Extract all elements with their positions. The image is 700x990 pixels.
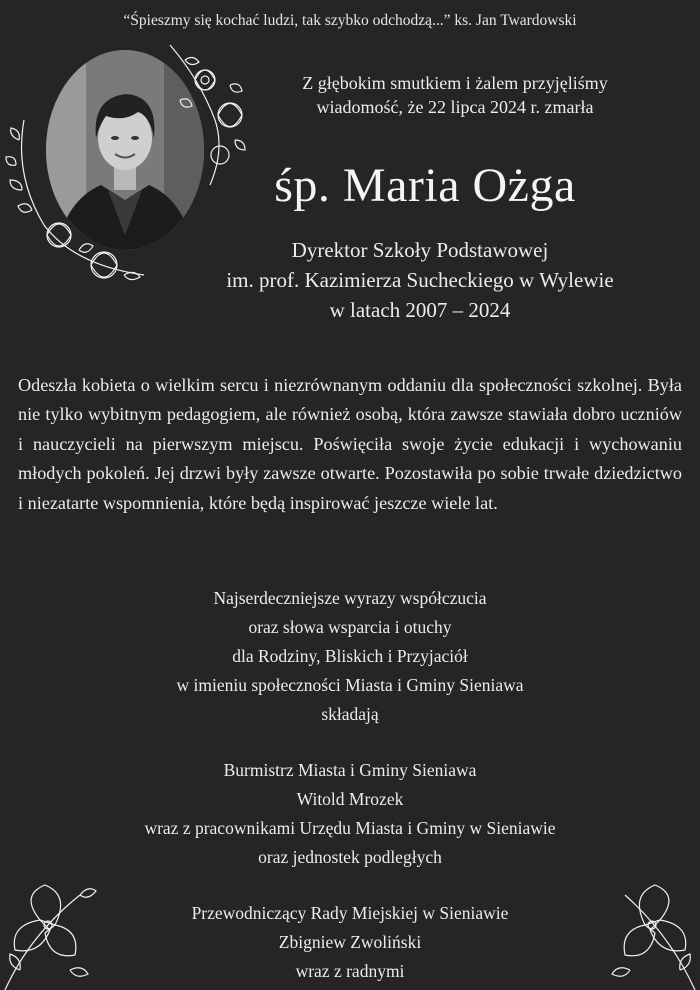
announcement-line: wiadomość, że 22 lipca 2024 r. zmarła [316, 97, 594, 117]
memorial-quote: “Śpieszmy się kochać ludzi, tak szybko odchodzą...” ks. Jan Twardowski [123, 12, 577, 29]
announcement-line: Z głębokim smutkiem i żalem przyjęliśmy [302, 73, 608, 93]
signatory-line: oraz jednostek podległych [258, 847, 442, 867]
role-line: Dyrektor Szkoły Podstawowej [291, 238, 549, 262]
floral-ornament-bottom-left-icon [0, 875, 100, 990]
deceased-role [160, 235, 680, 325]
condolence-line: w imieniu społeczności Miasta i Gminy Sieniawa [176, 675, 524, 695]
signatory-line: wraz z pracownikami Urzędu Miasta i Gminy w Sieniawie [144, 818, 556, 838]
condolence-line: dla Rodziny, Bliskich i Przyjaciół [232, 646, 468, 666]
signatory-name: Witold Mrozek [296, 789, 404, 809]
floral-ornament-bottom-right-icon [610, 875, 700, 990]
role-line: w latach 2007 – 2024 [329, 298, 511, 322]
floral-ornament-left-icon [4, 115, 154, 290]
condolences [0, 584, 700, 986]
announcement [255, 71, 655, 119]
signatory-line: wraz z radnymi [295, 961, 405, 981]
tribute-text: Odeszła kobieta o wielkim sercu i niezrównanym oddaniu dla społeczności szkolnej. Była nie tylko wybitnym pedagogiem, ale również osobą, która zawsze stawiała dobro uczniów i nauczycieli na pierwszym miejscu. Poświęciła swoje życie edukacji i wychowaniu młodych pokoleń. Jej drzwi były zawsze otwarte. Pozostawiła po sobie trwałe dziedzictwo i niezatarte wspomnienia, które będą inspirować jeszcze wiele lat. [18, 375, 682, 513]
condolence-line: składają [321, 704, 379, 724]
condolence-line: Najserdeczniejsze wyrazy współczucia [213, 588, 487, 608]
deceased-name: śp. Maria Ożga [274, 159, 576, 212]
condolence-line: oraz słowa wsparcia i otuchy [248, 617, 452, 637]
signatory-line: Przewodniczący Rady Miejskiej w Sieniawie [191, 903, 509, 923]
role-line: im. prof. Kazimierza Sucheckiego w Wylewie [226, 268, 614, 292]
signatory-name: Zbigniew Zwoliński [278, 932, 422, 952]
signatory-line: Burmistrz Miasta i Gminy Sieniawa [223, 760, 477, 780]
